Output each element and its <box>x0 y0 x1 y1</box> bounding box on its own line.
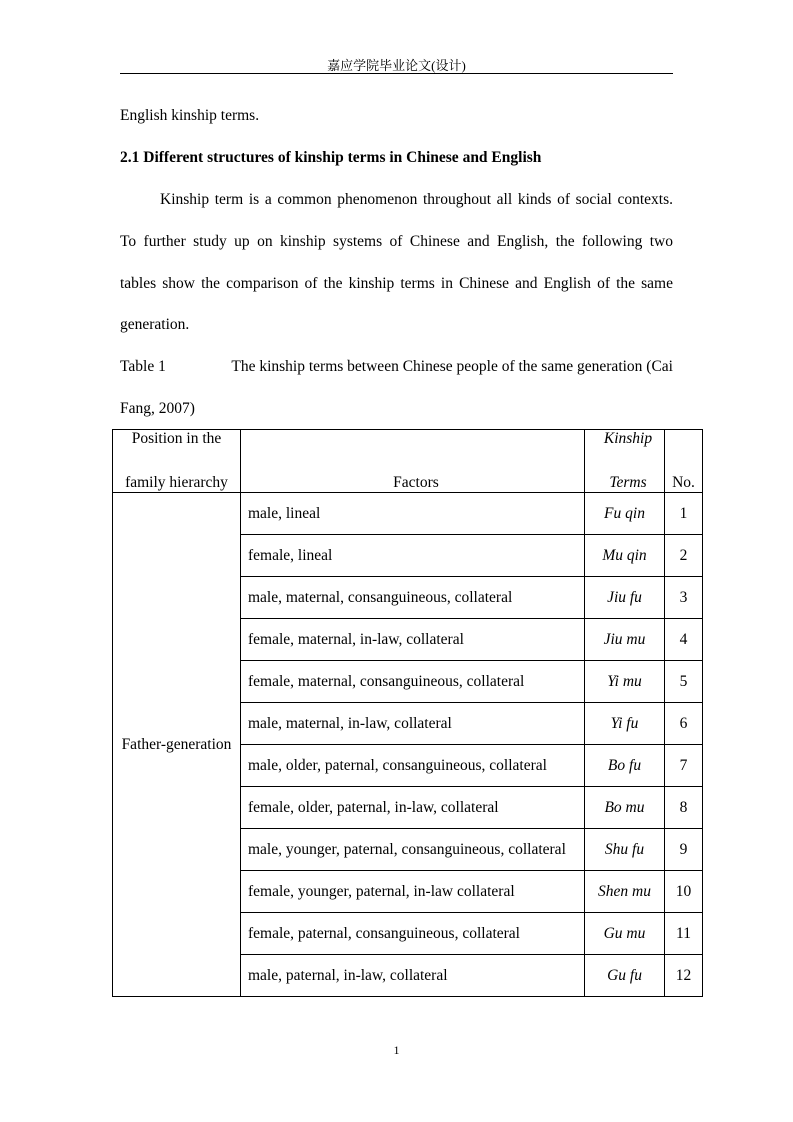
number-cell: 12 <box>665 955 703 997</box>
number-cell: 3 <box>665 577 703 619</box>
page-number: 1 <box>393 1043 400 1057</box>
kinship-term-cell: Fu qin <box>585 493 665 535</box>
kinship-term-cell: Bo mu <box>585 787 665 829</box>
number-cell: 8 <box>665 787 703 829</box>
number-cell: 11 <box>665 913 703 955</box>
generation-cell: Father-generation <box>113 493 241 997</box>
header-position-line1: Position in the <box>131 430 222 447</box>
table-caption-continued: Fang, 2007) <box>120 400 195 417</box>
kinship-term-cell: Yi mu <box>585 661 665 703</box>
table-header-row <box>113 430 703 493</box>
kinship-term-cell: Yi fu <box>585 703 665 745</box>
header-terms-line2: Terms <box>609 474 647 491</box>
factors-cell: female, paternal, consanguineous, collateral <box>241 913 585 955</box>
factors-cell: male, lineal <box>241 493 585 535</box>
factors-cell: male, younger, paternal, consanguineous, collateral <box>241 829 585 871</box>
header-position-line2: family hierarchy <box>125 474 228 491</box>
table-caption <box>120 358 673 376</box>
header-factors <box>241 430 585 493</box>
header-no-label: No. <box>672 474 695 491</box>
intro-fragment: English kinship terms. <box>120 107 260 124</box>
kinship-table <box>112 429 703 997</box>
header-terms-line1: Kinship <box>603 430 653 447</box>
number-cell: 2 <box>665 535 703 577</box>
factors-cell: male, paternal, in-law, collateral <box>241 955 585 997</box>
kinship-term-cell: Mu qin <box>585 535 665 577</box>
factors-cell: female, maternal, consanguineous, collateral <box>241 661 585 703</box>
header-terms <box>585 430 665 493</box>
number-cell: 6 <box>665 703 703 745</box>
number-cell: 7 <box>665 745 703 787</box>
header-rule <box>120 73 673 74</box>
number-cell: 5 <box>665 661 703 703</box>
table-caption-label: Table 1 <box>120 358 166 375</box>
factors-cell: female, lineal <box>241 535 585 577</box>
paragraph-line-2: To further study up on kinship systems of Chinese and English, the following two <box>120 233 673 250</box>
factors-cell: male, maternal, in-law, collateral <box>241 703 585 745</box>
number-cell: 9 <box>665 829 703 871</box>
kinship-term-cell: Gu fu <box>585 955 665 997</box>
number-cell: 4 <box>665 619 703 661</box>
paragraph-line-1: Kinship term is a common phenomenon throughout all kinds of social contexts. <box>160 191 673 208</box>
kinship-term-cell: Jiu mu <box>585 619 665 661</box>
kinship-term-cell: Shen mu <box>585 871 665 913</box>
paragraph-line-4: generation. <box>120 316 190 333</box>
header-no <box>665 430 703 493</box>
number-cell: 10 <box>665 871 703 913</box>
section-heading: 2.1 Different structures of kinship terms in Chinese and English <box>120 149 542 166</box>
factors-cell: female, maternal, in-law, collateral <box>241 619 585 661</box>
kinship-term-cell: Jiu fu <box>585 577 665 619</box>
factors-cell: male, maternal, consanguineous, collateral <box>241 577 585 619</box>
kinship-term-cell: Shu fu <box>585 829 665 871</box>
number-cell: 1 <box>665 493 703 535</box>
page-header: 嘉应学院毕业论文(设计) <box>327 58 466 73</box>
kinship-term-cell: Bo fu <box>585 745 665 787</box>
header-factors-label: Factors <box>393 474 439 491</box>
factors-cell: male, older, paternal, consanguineous, collateral <box>241 745 585 787</box>
factors-cell: female, younger, paternal, in-law collateral <box>241 871 585 913</box>
kinship-term-cell: Gu mu <box>585 913 665 955</box>
table-caption-text: The kinship terms between Chinese people of the same generation (Cai <box>231 358 673 375</box>
table-row <box>113 493 703 535</box>
factors-cell: female, older, paternal, in-law, collateral <box>241 787 585 829</box>
paragraph-line-3: tables show the comparison of the kinship terms in Chinese and English of the same <box>120 275 673 292</box>
header-position <box>113 430 241 493</box>
